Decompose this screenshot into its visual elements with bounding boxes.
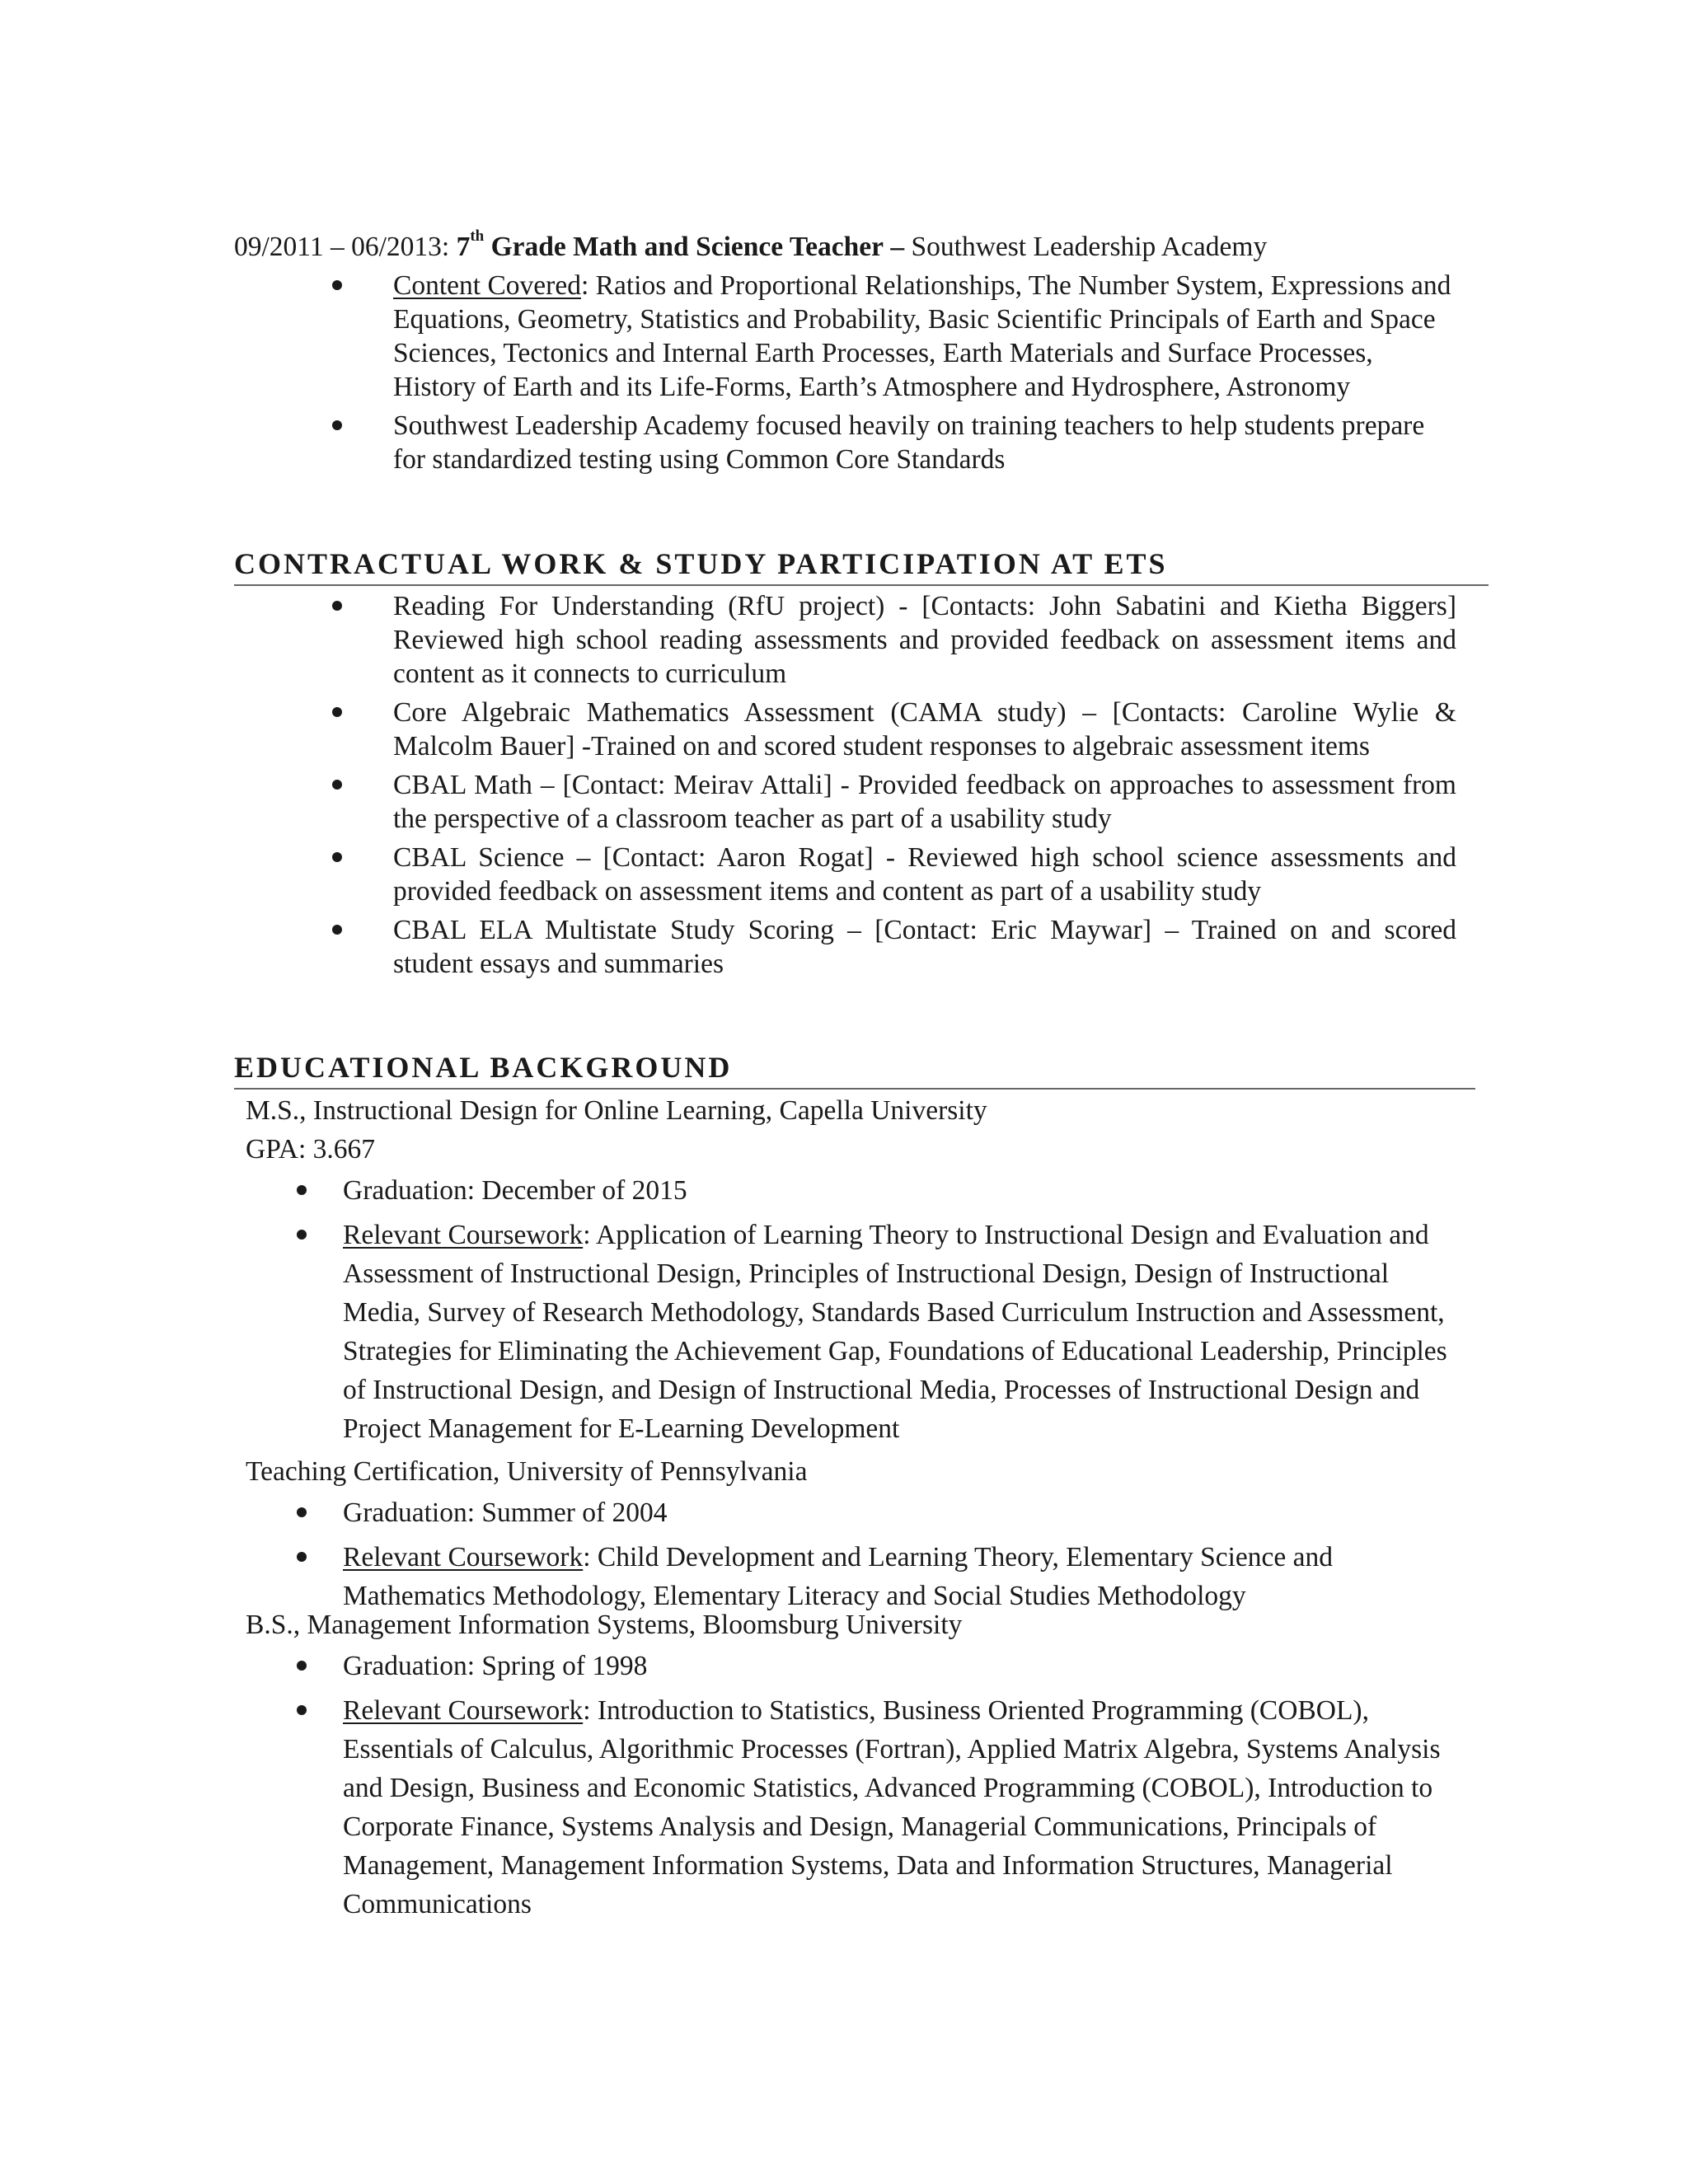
job-grade-suffix: th <box>470 227 485 245</box>
ets-item-text: CBAL ELA Multistate Study Scoring – [Contact: Eric Maywar] – Trained on and scored student essays and summaries <box>393 915 1456 979</box>
job-bullet-text: Southwest Leadership Academy focused heavily on training teachers to help students prepare for standardized testing using Common Core Standards <box>393 410 1425 475</box>
job-dash: – <box>890 232 905 262</box>
list-item <box>343 1647 1472 1685</box>
degree-title-bs: B.S., Management Information Systems, Bloomsburg University <box>246 1610 963 1640</box>
coursework-label: Relevant Coursework <box>343 1542 584 1572</box>
coursework-label: Relevant Coursework <box>343 1695 584 1726</box>
list-item <box>393 409 1456 476</box>
coursework-label: Relevant Coursework <box>343 1220 584 1250</box>
bullet-icon <box>332 707 342 717</box>
bullet-icon <box>332 780 342 790</box>
ets-item-text: Core Algebraic Mathematics Assessment (CAMA study) – [Contacts: Caroline Wylie & Malcolm Bauer] -Trained on and scored student responses to algebraic assessment items <box>393 697 1456 762</box>
coursework-text: : Child Development and Learning Theory, Elementary Science and Mathematics Methodology, Elementary Literacy and Social Studies Methodology <box>343 1542 1333 1611</box>
ets-item-text: CBAL Science – [Contact: Aaron Rogat] - Reviewed high school science assessments and provided feedback on assessment items and content as part of a usability study <box>393 842 1456 907</box>
content-covered-text: : Ratios and Proportional Relationships, The Number System, Expressions and Equations, Geometry, Statistics and Probability, Basic Scientific Principals of Earth and Space Sciences, Tectonics and Internal Earth Processes, Earth Materials and Surface Processes, History of Earth and its Life-Forms, Earth’s Atmosphere and Hydrosphere, Astronomy <box>393 270 1451 402</box>
degree-title-cert: Teaching Certification, University of Pennsylvania <box>246 1456 808 1487</box>
ets-list <box>393 589 1456 986</box>
content-covered-label: Content Covered <box>393 270 581 301</box>
list-item <box>343 1171 1472 1210</box>
degree-gpa-ms: GPA: 3.667 <box>246 1134 375 1165</box>
bullet-icon <box>297 1507 307 1517</box>
graduation-text: Graduation: December of 2015 <box>343 1175 687 1206</box>
ets-section-heading: CONTRACTUAL WORK & STUDY PARTICIPATION AT ETS <box>234 547 1168 580</box>
list-item <box>393 696 1456 763</box>
list-item <box>393 269 1456 404</box>
graduation-text: Graduation: Summer of 2004 <box>343 1497 668 1528</box>
bullet-icon <box>297 1661 307 1671</box>
ets-section-divider <box>234 584 1489 586</box>
ets-item-text: Reading For Understanding (RfU project) - [Contacts: John Sabatini and Kietha Biggers] Reviewed high school reading assessments and provided feedback on assessment items and content as it connects to curriculum <box>393 591 1456 689</box>
degree-details-ms <box>343 1171 1472 1454</box>
list-item <box>393 841 1456 908</box>
bullet-icon <box>297 1230 307 1240</box>
graduation-text: Graduation: Spring of 1998 <box>343 1651 648 1681</box>
bullet-icon <box>297 1552 307 1562</box>
list-item <box>343 1216 1472 1448</box>
list-item <box>393 768 1456 836</box>
coursework-text: : Introduction to Statistics, Business Oriented Programming (COBOL), Essentials of Calculus, Algorithmic Processes (Fortran), Applied Matrix Algebra, Systems Analysis and Design, Business and Economic Statistics, Advanced Programming (COBOL), Introduction to Corporate Finance, Systems Analysis and Design, Managerial Communications, Principals of Management, Management Information Systems, Data and Information Structures, Managerial Communications <box>343 1695 1441 1919</box>
job-school: Southwest Leadership Academy <box>911 232 1268 262</box>
list-item <box>343 1493 1472 1532</box>
bullet-icon <box>297 1705 307 1715</box>
education-section-divider <box>234 1088 1475 1090</box>
bullet-icon <box>332 420 342 430</box>
list-item <box>393 589 1456 691</box>
list-item <box>343 1538 1472 1615</box>
education-section-heading: EDUCATIONAL BACKGROUND <box>234 1051 733 1084</box>
job-grade-number: 7 <box>456 232 471 262</box>
job-dates: 09/2011 – 06/2013: <box>234 232 450 262</box>
bullet-icon <box>332 601 342 611</box>
bullet-icon <box>332 925 342 935</box>
list-item <box>343 1691 1472 1924</box>
bullet-icon <box>332 280 342 290</box>
bullet-icon <box>297 1185 307 1195</box>
bullet-icon <box>332 852 342 862</box>
job-title: Grade Math and Science Teacher <box>490 232 884 262</box>
coursework-text: : Application of Learning Theory to Instructional Design and Evaluation and Assessment of Instructional Design, Principles of Instructional Design, Design of Instructional Media, Survey of Research Methodology, Standards Based Curriculum Instruction and Assessment, Strategies for Eliminating the Achievement Gap, Foundations of Educational Leadership, Principles of Instructional Design, and Design of Instructional Media, Processes of Instructional Design and Project Management for E-Learning Development <box>343 1220 1447 1444</box>
ets-item-text: CBAL Math – [Contact: Meirav Attali] - Provided feedback on approaches to assessment from the perspective of a classroom teacher as part of a usability study <box>393 770 1456 834</box>
list-item <box>393 913 1456 981</box>
job-header <box>234 227 1268 264</box>
degree-title-ms: M.S., Instructional Design for Online Learning, Capella University <box>246 1095 987 1126</box>
degree-details-cert <box>343 1493 1472 1621</box>
job-bullet-list <box>393 269 1456 481</box>
degree-details-bs <box>343 1647 1472 1929</box>
